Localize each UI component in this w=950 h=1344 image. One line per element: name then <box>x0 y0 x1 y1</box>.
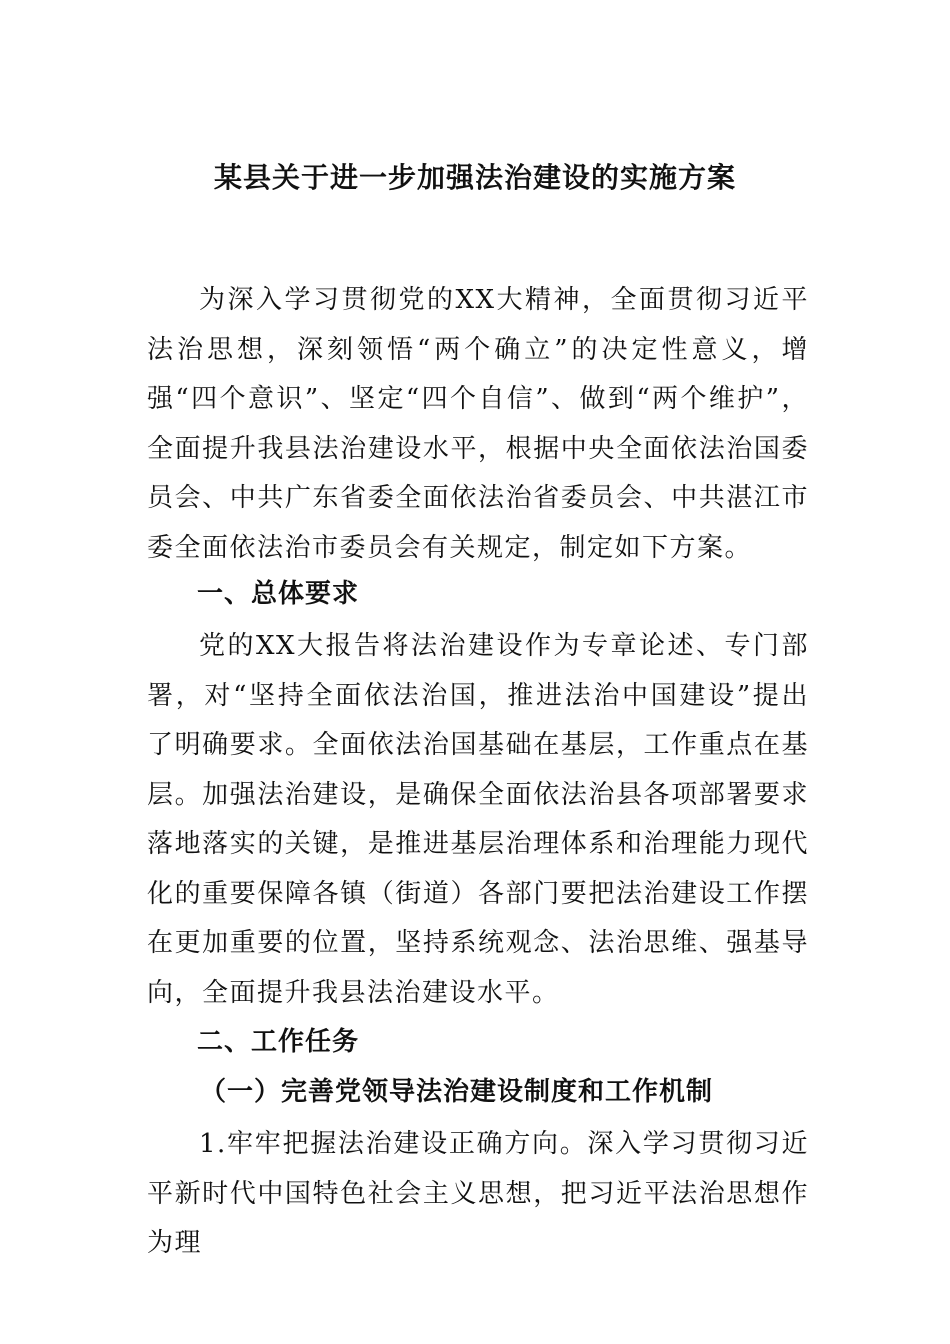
intro-paragraph: 为深入学习贯彻党的XX大精神，全面贯彻习近平法治思想，深刻领悟“两个确立”的决定性意义，增强“四个意识”、坚定“四个自信”、做到“两个维护”，全面提升我县法治建设水平，根据中央全面依法治国委员会、中共广东省委全面依法治省委员会、中共湛江市委全面依法治市委员会有关规定，制定如下方案。 <box>147 285 809 563</box>
task-1-paragraph: 1.牢牢把握法治建设正确方向。深入学习贯彻习近平新时代中国特色社会主义思想，把习近平法治思想作为理 <box>147 1129 809 1258</box>
document-title: 某县关于进一步加强法治建设的实施方案 <box>213 161 736 194</box>
section-heading-work-tasks: 二、工作任务 <box>197 1027 360 1057</box>
overall-requirements-paragraph: 党的XX大报告将法治建设作为专章论述、专门部署，对“坚持全面依法治国，推进法治中国建设”提出了明确要求。全面依法治国基础在基层，工作重点在基层。加强法治建设，是确保全面依法治县各项部署要求落地落实的关键，是推进基层治理体系和治理能力现代化的重要保障各镇（街道）各部门要把法治建设工作摆在更加重要的位置，坚持系统观念、法治思维、强基导向，全面提升我县法治建设水平。 <box>147 631 809 1008</box>
section-heading-overall-requirements: 一、总体要求 <box>197 579 360 609</box>
subsection-heading-party-leadership: （一）完善党领导法治建设制度和工作机制 <box>200 1077 714 1107</box>
